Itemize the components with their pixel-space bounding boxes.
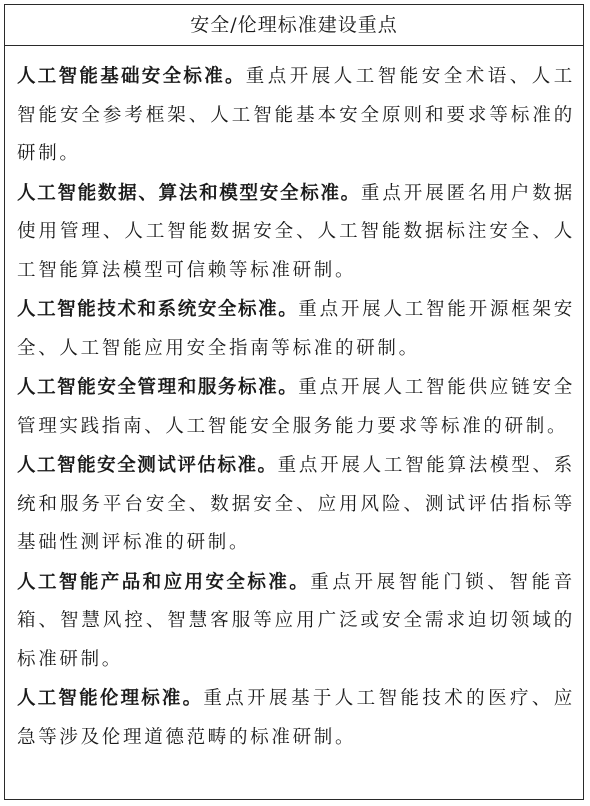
section-product-application <box>17 564 575 680</box>
section-body: 重点开展人工智能算法模型、系统和服务平台安全、数据安全、应用风险、测试评估指标等基础性测评标准的研制。 <box>17 455 575 553</box>
section-heading: 人工智能产品和应用安全标准。 <box>17 571 311 593</box>
section-body: 重点开展基于人工智能技术的医疗、应急等涉及伦理道德范畴的标准研制。 <box>17 688 575 748</box>
section-body: 重点开展智能门锁、智能音箱、智慧风控、智慧客服等应用广泛或安全需求迫切领域的标准研制。 <box>17 571 575 670</box>
section-heading: 人工智能安全管理和服务标准。 <box>17 377 299 398</box>
section-tech-system <box>17 291 575 368</box>
section-heading: 人工智能基础安全标准。 <box>17 66 246 87</box>
section-heading: 人工智能数据、算法和模型安全标准。 <box>17 182 361 204</box>
section-body: 重点开展人工智能供应链安全管理实践指南、人工智能安全服务能力要求等标准的研制。 <box>17 377 575 437</box>
section-basic-security <box>17 58 575 174</box>
section-body: 重点开展人工智能开源框架安全、人工智能应用安全指南等标准的研制。 <box>17 299 575 359</box>
section-management-service <box>17 369 575 446</box>
section-data-algorithm-model <box>17 175 575 291</box>
section-heading: 人工智能伦理标准。 <box>17 688 204 709</box>
section-body: 重点开展人工智能安全术语、人工智能安全参考框架、人工智能基本安全原则和要求等标准的研制。 <box>17 66 575 164</box>
box-content <box>5 46 583 757</box>
box-title: 安全/伦理标准建设重点 <box>5 5 583 46</box>
standards-box <box>4 4 584 800</box>
section-ethics <box>17 680 575 757</box>
section-test-evaluation <box>17 447 575 563</box>
section-heading: 人工智能安全测试评估标准。 <box>17 455 278 476</box>
section-body: 重点开展匿名用户数据使用管理、人工智能数据安全、人工智能数据标注安全、人工智能算法模型可信赖等标准研制。 <box>17 182 575 281</box>
section-heading: 人工智能技术和系统安全标准。 <box>17 299 299 320</box>
